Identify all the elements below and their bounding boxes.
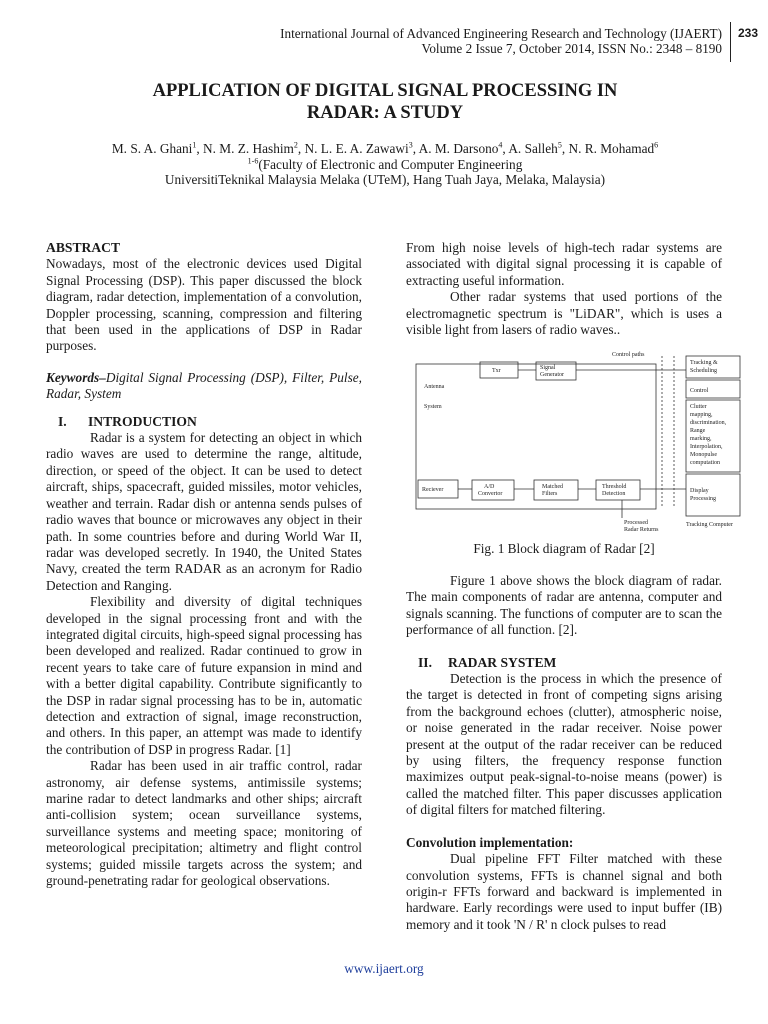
author-name: A. M. Darsono bbox=[418, 141, 499, 156]
author-sep: , bbox=[412, 141, 419, 156]
left-column bbox=[46, 240, 362, 889]
author-sup: 4 bbox=[498, 140, 503, 150]
author-sup: 6 bbox=[654, 140, 659, 150]
paper-title bbox=[60, 80, 710, 124]
tracking-computer-label: Tracking Computer bbox=[686, 522, 733, 528]
title-line-2: RADAR: A STUDY bbox=[306, 103, 464, 123]
author-name: N. R. Mohamad bbox=[568, 141, 655, 156]
keywords-label: Keywords– bbox=[46, 369, 106, 385]
clutter-label-5: marking, bbox=[690, 436, 712, 442]
author-sup: 3 bbox=[408, 140, 413, 150]
txr-label: Txr bbox=[492, 368, 501, 374]
threshold-detection-box bbox=[596, 480, 640, 500]
block-diagram-svg bbox=[412, 348, 744, 533]
matched-filters-box bbox=[534, 480, 578, 500]
figure-caption: Fig. 1 Block diagram of Radar [2] bbox=[473, 541, 655, 556]
clutter-label-7: Monopulse bbox=[690, 452, 717, 458]
clutter-label-2: mapping, bbox=[690, 412, 713, 418]
author-name: M. S. A. Ghani bbox=[111, 141, 193, 156]
right-column-top bbox=[406, 240, 722, 338]
author-sep: , bbox=[502, 141, 509, 156]
keywords bbox=[46, 370, 362, 403]
affiliation-line-2: UniversitiTeknikal Malaysia Melaka (UTeM), Hang Tuah Jaya, Melaka, Malaysia) bbox=[164, 172, 606, 187]
author-sup: 2 bbox=[293, 140, 298, 150]
affiliation-text: (Faculty of Electronic and Computer Engineering bbox=[258, 156, 523, 172]
receiver-label: Reciever bbox=[422, 487, 444, 493]
right-paragraph-3: Figure 1 above shows the block diagram of radar. The main components of radar are antenna, computer and signals scanning. The functions of computer are to scan the performance of all function. [2]. bbox=[406, 573, 722, 638]
author-sup: 5 bbox=[557, 140, 562, 150]
display-label-2: Processing bbox=[690, 496, 716, 502]
system-label: System bbox=[424, 404, 442, 410]
header-divider bbox=[730, 22, 731, 62]
clutter-label-1: Clutter bbox=[690, 404, 707, 410]
matched-label-2: Filters bbox=[542, 491, 558, 497]
matched-label-1: Matched bbox=[542, 484, 563, 490]
author-sup: 1 bbox=[192, 140, 197, 150]
convolution-paragraph: Dual pipeline FFT Filter matched with these convolution systems, FFTs is channel signal and both origin-r FFTs forward and backward is implemented in hardware. Early recordings were used to input buffer (IB) memory and it took 'N / R' n clock pulses to read bbox=[406, 851, 722, 932]
title-line-1: APPLICATION OF DIGITAL SIGNAL PROCESSING IN bbox=[152, 81, 618, 101]
tracking-label-1: Tracking & bbox=[690, 360, 718, 366]
right-paragraph-2: Other radar systems that used portions of the electromagnetic spectrum is "LiDAR", which is uses a visible light from lasers of radio waves.. bbox=[406, 289, 722, 338]
radar-system-number: II. bbox=[418, 654, 432, 670]
keywords-text: Digital Signal Processing (DSP), Filter, Pulse, Radar, System bbox=[46, 369, 362, 402]
radar-system-heading bbox=[406, 655, 722, 671]
threshold-label-1: Threshold bbox=[602, 484, 627, 490]
right-column-bottom bbox=[406, 573, 722, 933]
author-list bbox=[40, 141, 730, 157]
clutter-label-4: Range bbox=[690, 428, 706, 434]
ad-label-2: Convertor bbox=[478, 491, 503, 497]
radar-system-title: RADAR SYSTEM bbox=[448, 654, 557, 670]
author-name: N. L. E. A. Zawawi bbox=[304, 141, 409, 156]
abstract-text: Nowadays, most of the electronic devices used Digital Signal Processing (DSP). This paper discussed the block diagram, radar detection, implementation of a convolution, Doppler processing, scanning, compression and filtering that been used in the applications of DSP in Radar purposes. bbox=[46, 256, 362, 354]
affiliation-line-1 bbox=[40, 157, 730, 173]
control-label: Control bbox=[690, 388, 709, 394]
ad-label-1: A/D bbox=[484, 484, 495, 490]
intro-title: INTRODUCTION bbox=[88, 413, 197, 429]
journal-issue: Volume 2 Issue 7, October 2014, ISSN No.: 2348 – 8190 bbox=[421, 41, 722, 56]
intro-number: I. bbox=[58, 413, 67, 429]
author-sep: , bbox=[297, 141, 305, 156]
intro-paragraph-3: Radar has been used in air traffic control, radar astronomy, air defense systems, antimissile systems; marine radar to detect landmarks and other ships; aircraft anti-collision system; ocean surveillance systems, surveillance systems and meeting space; monitoring of meteorological precipitation; altimetry and flight control systems; guided missile targets across the system; and ground-penetrating radar for geological observations. bbox=[46, 758, 362, 889]
display-label-1: Display bbox=[690, 488, 709, 494]
signal-label: Signal bbox=[540, 365, 556, 371]
author-sep: , bbox=[196, 141, 204, 156]
tracking-label-2: Scheduling bbox=[690, 368, 717, 374]
intro-paragraph-1: Radar is a system for detecting an object in which radio waves are used to determine the range, altitude, direction, or speed of the object. It can be used to detect aircraft, ships, spacecraft, guided missiles, motor vehicles, weather and terrain. Radar dish or antenna sends pulses of radio waves that bounce or microwaves any object in their path. In some countries before and during World War II, radar was developed secretly. In 1940, the United States Navy, created the term RADAR as an acronym for Radio Detection and Ranging. bbox=[46, 430, 362, 593]
affiliation-sup: 1-6 bbox=[247, 156, 259, 166]
clutter-label-3: discrimination, bbox=[690, 420, 727, 426]
author-sep: , bbox=[561, 141, 569, 156]
ad-converter-box bbox=[472, 480, 514, 500]
author-name: A. Salleh bbox=[508, 141, 558, 156]
control-paths-label: Control paths bbox=[612, 352, 645, 358]
journal-name: International Journal of Advanced Engineering Research and Technology (IJAERT) bbox=[280, 26, 722, 41]
processed-label-2: Radar Returns bbox=[624, 527, 659, 533]
display-processing-box bbox=[686, 474, 740, 516]
journal-header bbox=[0, 26, 722, 56]
radar-block-diagram bbox=[412, 348, 744, 533]
right-paragraph-1: From high noise levels of high-tech radar systems are associated with digital signal processing it is capable of extracting useful information. bbox=[406, 240, 722, 288]
clutter-label-8: computation bbox=[690, 460, 720, 466]
intro-paragraph-2: Flexibility and diversity of digital techniques developed in the signal processing front and with the integrated digital circuits, high-speed signal processing has been developed and realized. Radar continued to grow in recent years to take care of future expansion in mind and with a better digital capability. Contribute significantly to the DSP in radar signal processing has to be in, automatic detection and extraction of signal, image reconstruction, and others. In this paper, an attempt was made to identify the contribution of DSP in progress Radar. [1] bbox=[46, 594, 362, 757]
page-number: 233 bbox=[738, 26, 759, 40]
footer-url[interactable]: www.ijaert.org bbox=[344, 961, 424, 976]
threshold-label-2: Detection bbox=[602, 491, 626, 497]
generator-label: Generator bbox=[540, 372, 564, 378]
convolution-heading: Convolution implementation: bbox=[406, 834, 574, 850]
processed-label-1: Processed bbox=[624, 520, 648, 526]
author-block bbox=[40, 141, 730, 188]
antenna-label: Antenna bbox=[424, 384, 445, 390]
abstract-heading: ABSTRACT bbox=[46, 240, 121, 255]
intro-heading bbox=[46, 414, 362, 430]
clutter-label-6: Interpolation, bbox=[690, 444, 723, 450]
author-name: N. M. Z. Hashim bbox=[203, 141, 294, 156]
radar-system-paragraph: Detection is the process in which the presence of the target is detected in front of competing signs arising from the background echoes (clutter), atmospheric noise, or noise generated in the radar receiver. Noise power present at the output of the radar receiver can be reduced by using filters, the frequency response function maximizes output peak-signal-to-noise means (power) is called the matched filter. This paper discusses application of digital filters for matched filtering. bbox=[406, 671, 722, 818]
